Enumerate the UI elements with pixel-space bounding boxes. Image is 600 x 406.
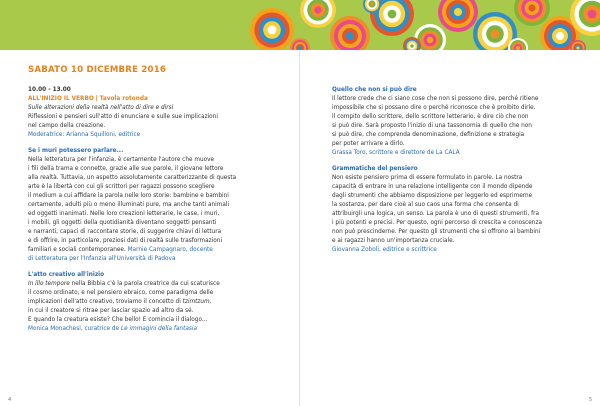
- circles-pattern: [0, 0, 600, 50]
- body-line: si può dire, che comprenda denominazione, definizione e strategia: [332, 132, 525, 138]
- body-line: i più potenti e precisi. Per questo, ogni percorso di crescita e conoscenza: [332, 220, 542, 226]
- body-line-with-author: [28, 246, 290, 255]
- body-line: per poter arrivare a dirlo.: [332, 141, 405, 147]
- decorative-ring: [528, 4, 535, 11]
- section-author: Giovanna Zoboli, editrice e scrittrice: [332, 247, 437, 253]
- italic-phrase: In illo tempore: [28, 281, 70, 287]
- right-page: [300, 50, 600, 406]
- body-line: Non esiste pensiero prima di essere formulato in parole. La nostra: [332, 175, 523, 181]
- body-line: e narranti, capaci di raccontare storie, di suggerire chiavi di lettura: [28, 229, 222, 235]
- author-italic: Le immagini della fantasia: [120, 326, 197, 332]
- body-line: [28, 280, 290, 289]
- body-line: familiari e sociali contemporanee.: [28, 247, 126, 253]
- body-line: arte è la libertà con cui gli scrittori per ragazzi possono scegliere: [28, 184, 215, 190]
- section-author: Grassa Toro, scrittore e direttore de La CALA: [332, 150, 460, 156]
- body-line: Nella letteratura per l'infanzia, è certamente l'autore che muove: [28, 157, 215, 163]
- decorative-ring: [388, 10, 397, 19]
- session-separator: |: [95, 96, 100, 102]
- body-line: E quando la creatura esiste? Che bello! E comincia il dialogo...: [28, 317, 208, 323]
- session-subtitle: Sulle alterazioni della realtà nell'atto di dire e dirsi: [28, 105, 174, 111]
- session-time: 10.00 - 13.00: [28, 87, 71, 93]
- body-line: attribuirgli una logica, un senso. La parola è uno di questi strumenti, fra: [332, 211, 540, 217]
- body-line: dagli strumenti che abbiamo disposizione per leggerlo ed esprimerne: [332, 193, 533, 199]
- body-line: ed oggetti inanimati. Nelle loro creazioni letterarie, le case, i muri,: [28, 211, 220, 217]
- decorative-ring: [370, 2, 374, 6]
- body-line: e di offrire, in particolare, preziosi dati di realtà sulle trasformazioni: [28, 238, 223, 244]
- body-line: e ai ragazzi hanno un'importanza cruciale.: [332, 238, 455, 244]
- author-text: Monica Monachesi, curatrice de: [28, 326, 121, 332]
- decorative-ring: [427, 37, 433, 43]
- decorative-ring: [556, 32, 564, 40]
- decorative-ring: [410, 44, 414, 48]
- decorative-ring: [314, 6, 321, 13]
- section-title: Se i muri potessero parlare...: [28, 148, 124, 154]
- decorative-ring: [268, 26, 277, 35]
- session-moderator: Moderatrice: Arianna Squilloni, editrice: [28, 132, 141, 138]
- section-title: Quello che non si può dire: [332, 87, 417, 93]
- body-line: la sostanza, per dare cioè al suo caos una forma che consenta di: [332, 202, 519, 208]
- body-line: il cosmo ordinato, e nel pensiero ebraico, come paradigma delle: [28, 290, 214, 296]
- page-number-right: 5: [588, 397, 592, 403]
- decorative-ring: [346, 32, 354, 40]
- tzimtzum-term: tzimtzum,: [182, 299, 212, 305]
- decorative-header-band: [0, 0, 600, 50]
- section-author: [28, 325, 290, 334]
- session-type: Tavola rotonda: [99, 96, 148, 102]
- body-line: si può dire. Sarà proposto l'inizio di una tassonomia di quello che non: [332, 123, 532, 129]
- body-line: alla realtà. Tuttavia, un aspetto assolutamente caratterizzante di questa: [28, 175, 237, 181]
- date-heading: SABATO 10 DICEMBRE 2016: [28, 65, 167, 75]
- decorative-ring: [588, 10, 597, 19]
- session-title: ALL'INIZIO IL VERBO: [28, 96, 94, 102]
- body-line: non può prescinderne. Per questo gli strumenti che si offrono ai bambini: [332, 229, 541, 235]
- body-line: certamente, adulti più o meno illuminati pure, ma anche tanti animali: [28, 202, 230, 208]
- section-title: L'atto creativo all'inizio: [28, 272, 105, 278]
- body-line: il medium a cui affidare la parola nelle loro storie: bambine e bambini: [28, 193, 229, 199]
- body-line: in cui il creatore si ritrae per lasciar spazio ad altro da sé.: [28, 308, 194, 314]
- session-title-line: [28, 95, 290, 104]
- body-line: impossibile che si possano dire o perché riconosce che è proibito dirle.: [332, 105, 536, 111]
- body-line: Il lettore crede che ci siano cose che non si possono dire, perché ritiene: [332, 96, 539, 102]
- left-page: [0, 50, 300, 406]
- section-author-line2: di Letteratura per l'Infanzia all'Università di Padova: [28, 256, 176, 262]
- right-column: [332, 86, 594, 255]
- body-line: capacità di entrare in una relazione intelligente con il mondo dipende: [332, 184, 533, 190]
- body-line: Il compito dello scrittore, dello scrittore letterario, è dire ciò che non: [332, 114, 529, 120]
- decorative-ring: [454, 8, 462, 16]
- body-line: [28, 298, 290, 307]
- body-line: i fili della trama e connette, grazie alle sue parole, il giovane lettore: [28, 166, 224, 172]
- section-title: Grammatiche del pensiero: [332, 166, 418, 172]
- left-column: [28, 86, 290, 334]
- session-line: nel campo della creazione.: [28, 123, 106, 129]
- page-number-left: 4: [8, 397, 12, 403]
- body-line: i mobili, gli oggetti della quotidianità diventano soggetti pensanti: [28, 220, 217, 226]
- section-author: Marnie Campagnaro, docente: [127, 247, 213, 253]
- body-line-text: implicazioni dell'atto creativo, troviamo il concetto di: [28, 299, 181, 305]
- session-line: Riflessioni e pensieri sull'atto di enunciare e sulle sue implicazioni: [28, 114, 218, 120]
- decorative-ring: [491, 30, 500, 39]
- body-line-rest: nella Bibbia c'è la parola creatrice da cui scaturisce: [69, 281, 220, 287]
